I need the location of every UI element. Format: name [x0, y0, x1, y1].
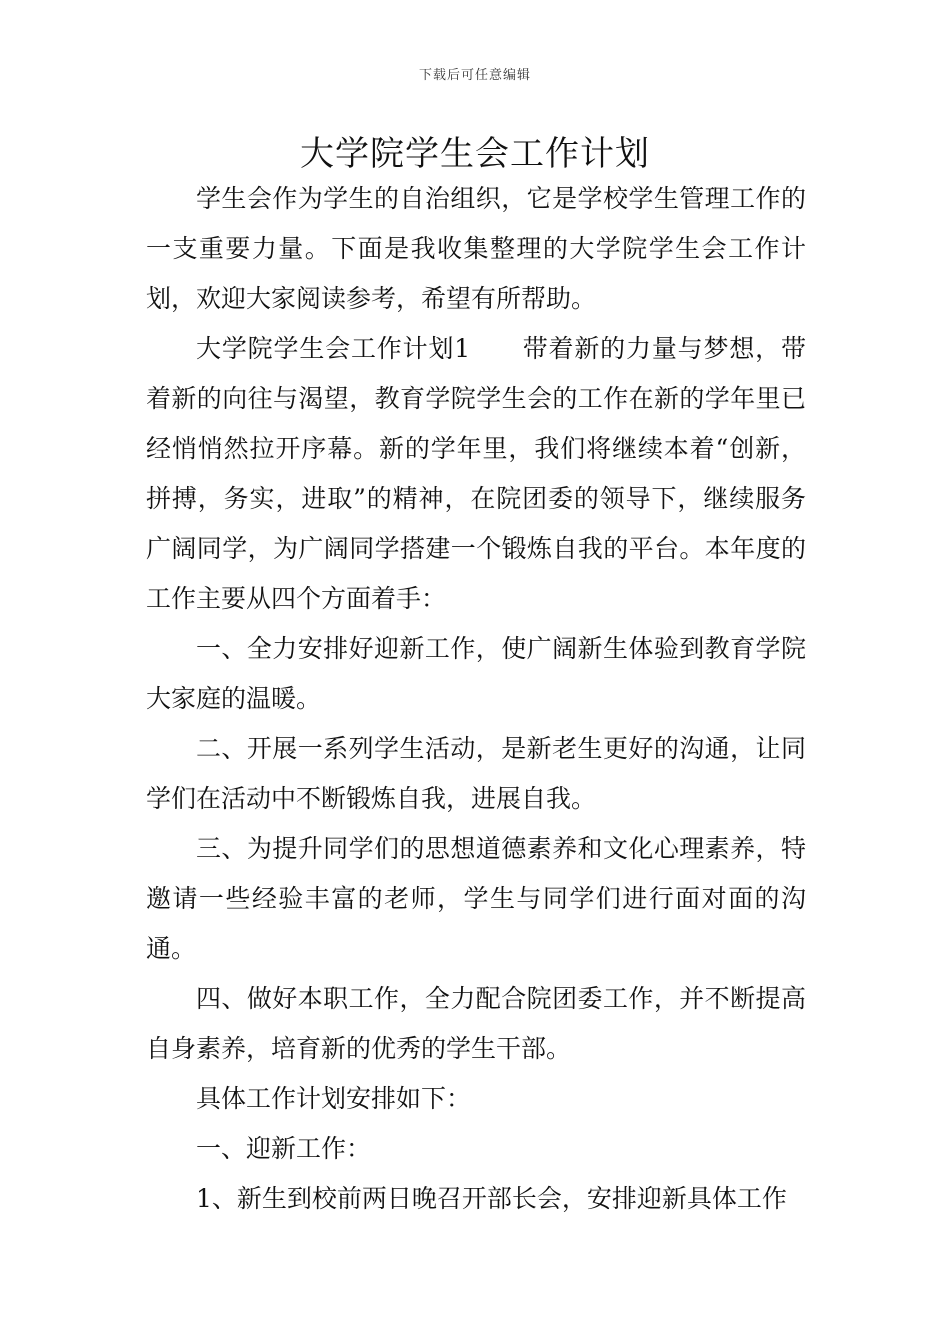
paragraph-item-3: 三、为提升同学们的思想道德素养和文化心理素养，特邀请一些经验丰富的老师，学生与同学们进行面对面的沟通。	[146, 834, 806, 963]
document-title: 大学院学生会工作计划	[300, 134, 650, 174]
paragraph-item-4: 四、做好本职工作，全力配合院团委工作，并不断提高自身素养，培育新的优秀的学生干部。	[146, 984, 806, 1063]
paragraph-item-1: 一、全力安排好迎新工作，使广阔新生体验到教育学院大家庭的温暖。	[146, 634, 806, 713]
paragraph-item-2: 二、开展一系列学生活动，是新老生更好的沟通，让同学们在活动中不断锻炼自我，进展自我。	[146, 734, 806, 813]
paragraph-plan-1: 大学院学生会工作计划1 带着新的力量与梦想，带着新的向往与渴望，教育学院学生会的工作在新的学年里已经悄悄然拉开序幕。新的学年里，我们将继续本着“创新，拼搏，务实，进取”的精神，在院团委的领导下，继续服务广阔同学，为广阔同学搭建一个锻炼自我的平台。本年度的工作主要从四个方面着手：	[146, 334, 806, 613]
paragraph-step-1: 1、新生到校前两日晚召开部长会，安排迎新具体工作	[196, 1184, 787, 1213]
paragraph-section-heading: 一、迎新工作：	[196, 1134, 372, 1163]
document-body	[146, 174, 806, 1224]
header-note: 下载后可任意编辑	[418, 68, 531, 83]
paragraph-intro: 学生会作为学生的自治组织，它是学校学生管理工作的一支重要力量。下面是我收集整理的大学院学生会工作计划，欢迎大家阅读参考，希望有所帮助。	[146, 184, 806, 313]
paragraph-schedule-heading: 具体工作计划安排如下：	[196, 1084, 472, 1113]
